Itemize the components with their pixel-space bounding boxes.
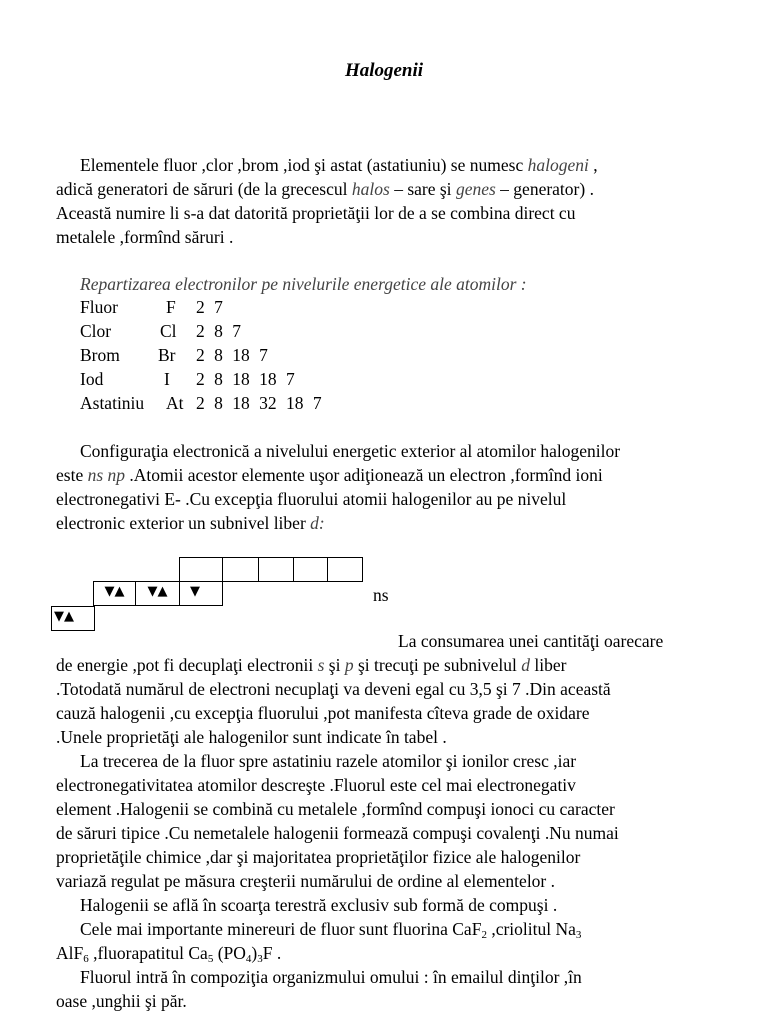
element-symbol: F [166,297,176,317]
term-halogeni: halogeni [527,155,589,175]
occurrence-paragraph: Halogenii se află în scoarţa terestră exclusiv sub formă de compuşi . [80,895,558,915]
paired-electrons-icon: ▼▲ [104,584,125,599]
element-symbol: Br [158,345,176,365]
electron-distribution: 2 8 18 32 18 7 [196,393,322,413]
term-halos: halos [351,179,390,199]
d-orbital-box [222,557,259,582]
text-line: .Totodată numărul de electroni necuplaţi va deveni egal cu 3,5 şi 7 .Din această [56,679,611,699]
text-line: Configuraţia electronică a nivelului energetic exterior al atomilor halogenilor [80,441,621,461]
electron-distribution: 2 8 18 18 7 [196,369,295,389]
element-symbol: Cl [160,321,177,341]
s-orbital-box [51,606,95,631]
text-line: Fluorul intră în compoziţia organizmului omului : în emailul dinţilor ,în [80,967,582,987]
element-name: Fluor [80,297,118,317]
text-line: element .Halogenii se combină cu metalele ,formînd compuşi ionoci cu caracter [56,799,615,819]
text-line: electronic exterior un subnivel liber d: [56,513,325,533]
d-orbital-box [179,557,223,582]
text-line: AlF$_6$ ,fluorapatitul $Ca_5$ $(PO_4)_3F$ . [56,943,282,965]
electron-distribution: 2 8 18 7 [196,345,268,365]
text-line: variază regulat pe măsura creşterii numărului de ordine al elementelor . [56,871,556,891]
paired-electrons-icon: ▼▲ [54,609,74,624]
text-line: Cele mai importante minereuri de fluor sunt fluorina CaF$_2$ ,criolitul $Na_3$ [80,919,582,941]
text-line: oase ,unghii şi păr. [56,991,187,1011]
term-s: s [317,655,325,675]
element-symbol: I [164,369,170,389]
d-orbital-box [258,557,294,582]
p-orbital-box [135,581,180,606]
single-electron-icon: ▼ [190,584,200,599]
text-line: cauză halogenii ,cu excepţia fluorului ,pot manifesta cîteva grade de oxidare [56,703,590,723]
text-line: de energie ,pot fi decuplaţi electronii s şi p şi trecuţi pe subnivelul d liber [56,655,567,675]
text-line: metalele ,formînd săruri . [56,227,234,247]
page-title: Halogenii [344,60,424,81]
electron-distribution: 2 7 [196,297,223,317]
text-line: Elementele fluor ,clor ,brom ,iod şi astat (astatiuniu) se numesc halogeni , [80,155,598,175]
text-line: Această numire li s-a dat datorită proprietăţii lor de a se combina direct cu [56,203,576,223]
element-symbol: At [166,393,184,413]
term-d: d [521,655,531,675]
element-name: Iod [80,369,104,389]
text-line: este ns np .Atomii acestor elemente uşor adiţionează un electron ,formînd ioni [56,465,603,485]
element-name: Astatiniu [80,393,145,413]
text-line: La consumarea unei cantităţi oarecare [398,631,664,651]
config-heading: Repartizarea electronilor pe nivelurile energetice ale atomilor : [80,274,527,294]
d-orbital-box [293,557,328,582]
term-d: d: [310,513,325,533]
text-line: adică generatori de săruri (de la grecescul halos – sare şi genes – generator) . [56,179,594,199]
text-line: .Unele proprietăţi ale halogenilor sunt indicate în tabel . [56,727,447,747]
element-name: Brom [80,345,120,365]
text-line: La trecerea de la fluor spre astatiniu razele atomilor şi ionilor cresc ,iar [80,751,577,771]
term-p: p [344,655,354,675]
p-orbital-box [93,581,136,606]
text-line: de săruri tipice .Cu nemetalele halogenii formează compuşi covalenţi .Nu numai [56,823,619,843]
paired-electrons-icon: ▼▲ [147,584,168,599]
p-orbital-box [179,581,223,606]
d-orbital-box [327,557,363,582]
term-genes: genes [455,179,496,199]
text-line: electronegativitatea atomilor descreşte .Fluorul este cel mai electronegativ [56,775,576,795]
term-ns-np: ns np [87,465,126,485]
text-line: electronegativi E- .Cu excepţia fluorului atomii halogenilor au pe nivelul [56,489,567,509]
text-line: proprietăţile chimice ,dar şi majoritatea proprietăţilor fizice ale halogenilor [56,847,581,867]
element-name: Clor [80,321,112,341]
ns-label: ns [373,585,389,605]
electron-distribution: 2 8 7 [196,321,241,341]
